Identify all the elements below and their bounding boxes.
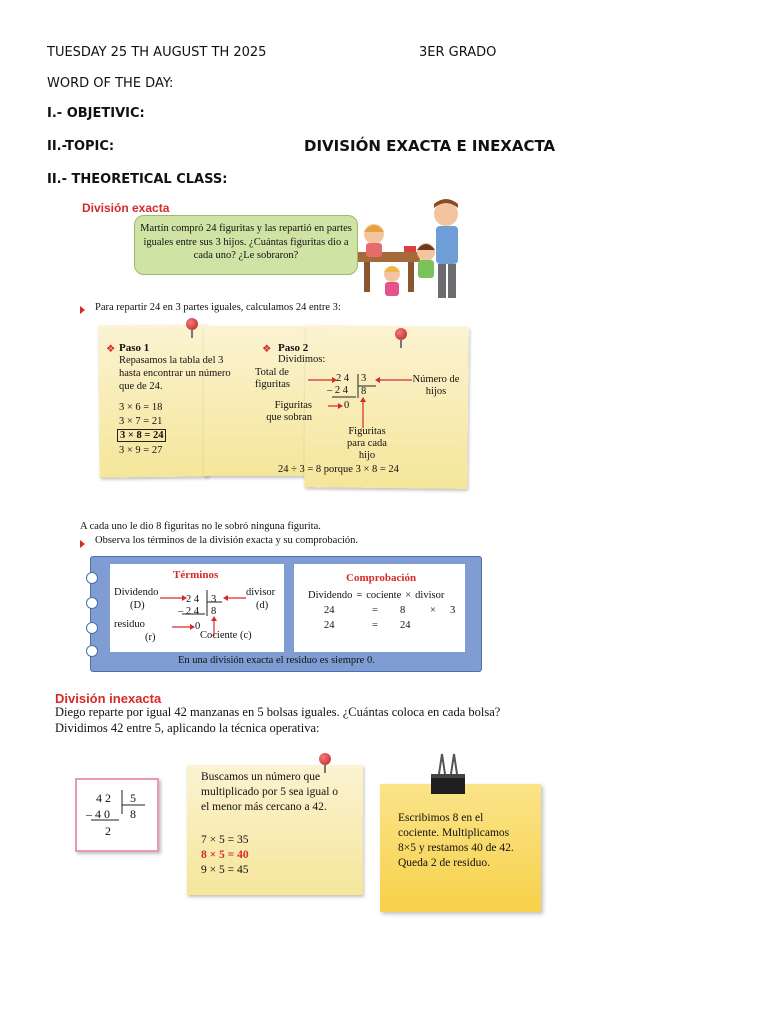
- inexacta-minus: – 4 0: [86, 807, 110, 821]
- comprobacion-cell: ×: [430, 605, 436, 616]
- paso2-divisor: 3: [361, 373, 367, 384]
- total-label: Total de figuritas: [255, 367, 290, 390]
- terms-dividend: 2 4: [186, 594, 200, 605]
- inexacta-line1: Diego reparte por igual 42 manzanas en 5 bolsas iguales. ¿Cuántas coloca en cada bolsa?: [55, 705, 501, 719]
- bullet-icon: [80, 306, 85, 314]
- comprobacion-row: [308, 620, 463, 635]
- terms-arrows: [160, 588, 246, 636]
- note1-row-highlight: 8 × 5 = 40: [201, 849, 249, 861]
- comprobacion-title: Comprobación: [346, 572, 417, 584]
- pushpin-icon: [186, 318, 198, 330]
- inexacta-divisor: 5: [130, 791, 136, 805]
- paso2-bullet-icon: ❖: [262, 344, 272, 355]
- story-bubble: Martín compró 24 figuritas y las repartió en partes iguales entre sus 3 hijos. ¿Cuántas figuritas dio a cada uno? ¿Le sobraron?: [134, 215, 358, 275]
- pushpin-icon: [395, 328, 407, 340]
- comprobacion-cell: 24: [324, 605, 335, 616]
- topic-label: II.-TOPIC:: [47, 139, 115, 154]
- dividendo-label: Dividendo: [114, 587, 159, 598]
- terms-residue: 0: [195, 621, 201, 632]
- comprobacion-row: [308, 590, 463, 605]
- division-intro: Para repartir 24 en 3 partes iguales, calculamos 24 entre 3:: [95, 302, 341, 313]
- binder-ring: [86, 622, 98, 634]
- topic-title: DIVISIÓN EXACTA E INEXACTA: [304, 137, 556, 155]
- comprobacion-cell: 24: [400, 620, 411, 631]
- division-exacta-title: División exacta: [82, 201, 170, 215]
- note1-row: 9 × 5 = 45: [201, 864, 249, 876]
- family-illustration: [350, 198, 476, 306]
- binder-ring: [86, 572, 98, 584]
- paso1-text: Repasamos la tabla del 3 hasta encontrar un número que de 24.: [119, 355, 231, 392]
- divisor-label: divisor: [246, 587, 276, 598]
- paso2-residue: 0: [344, 400, 350, 411]
- comprobacion-cell: 3: [450, 605, 456, 616]
- paso2-subtitle: Dividimos:: [278, 354, 326, 365]
- word-of-day-label: WORD OF THE DAY:: [47, 76, 174, 91]
- paso1-title: Paso 1: [119, 342, 150, 354]
- cada-hijo-label: Figuritas para cada hijo: [347, 426, 387, 461]
- comprobacion-cell: 24: [324, 620, 335, 631]
- terms-footer: En una división exacta el residuo es siempre 0.: [178, 655, 375, 666]
- paso2-title: Paso 2: [278, 342, 309, 354]
- comprobacion-table: [308, 590, 463, 635]
- theoretical-class-label: II.- THEORETICAL CLASS:: [47, 172, 228, 187]
- comprobacion-cell: =: [356, 590, 363, 601]
- paso1-row-highlight: 3 × 8 = 24: [117, 429, 166, 442]
- grade-label: 3ER GRADO: [419, 45, 497, 60]
- objective-label: I.- OBJETIVIC:: [47, 106, 145, 121]
- conclusion-text: A cada uno le dio 8 figuritas no le sobró ninguna figurita.: [80, 521, 321, 532]
- binder-ring: [86, 597, 98, 609]
- comprobacion-row: [308, 605, 463, 620]
- paso2-dividend: 2 4: [336, 373, 350, 384]
- paso1-row: 3 × 9 = 27: [119, 445, 163, 456]
- inexacta-dividend: 4 2: [96, 791, 111, 805]
- binder-ring: [86, 645, 98, 657]
- observe-text: Observa los términos de la división exacta y su comprobación.: [95, 535, 359, 546]
- residuo-label: residuo: [114, 619, 145, 630]
- paso2-minus: – 2 4: [327, 385, 348, 396]
- note1-text: Buscamos un número que multiplicado por 5 sea igual o el menor más cercano a 42.: [201, 771, 339, 813]
- divisor-symbol: (d): [256, 600, 269, 611]
- cociente-label: Cociente (c): [200, 630, 252, 641]
- binder-clip-icon: [430, 752, 466, 800]
- pushpin-icon: [319, 753, 331, 765]
- note1-row: 7 × 5 = 35: [201, 834, 249, 846]
- comprobacion-cell: ×: [405, 590, 412, 601]
- inexacta-residue: 2: [105, 824, 111, 838]
- division-arrows: [308, 370, 412, 428]
- date-line: TUESDAY 25 TH AUGUST TH 2025: [47, 45, 267, 60]
- paso2-result: 24 ÷ 3 = 8 porque 3 × 8 = 24: [278, 464, 399, 475]
- bullet-icon: [80, 540, 85, 548]
- dividendo-symbol: (D): [130, 600, 145, 611]
- comprobacion-cell: =: [372, 605, 378, 616]
- paso2-quotient: 8: [361, 386, 367, 397]
- terms-quotient: 8: [211, 606, 217, 617]
- terminos-title: Términos: [173, 569, 219, 581]
- terms-minus: – 2 4: [178, 606, 199, 617]
- sobran-label: Figuritas que sobran: [266, 400, 312, 423]
- division-inexacta-title: División inexacta: [55, 691, 162, 706]
- comprobacion-cell: cociente: [366, 590, 402, 601]
- paso1-row: 3 × 6 = 18: [119, 402, 163, 413]
- note2-text: Escribimos 8 en el cociente. Multiplicamos 8×5 y restamos 40 de 42. Queda 2 de residuo.: [398, 812, 514, 869]
- residuo-symbol: (r): [145, 632, 156, 643]
- paso1-row: 3 × 7 = 21: [119, 416, 163, 427]
- comprobacion-cell: 8: [400, 605, 406, 616]
- terms-divisor: 3: [211, 594, 217, 605]
- comprobacion-cell: divisor: [415, 590, 445, 601]
- inexacta-quotient: 8: [130, 807, 136, 821]
- hijos-label: Número de hijos: [412, 374, 460, 397]
- comprobacion-cell: Dividendo: [308, 590, 353, 601]
- paso1-bullet-icon: ❖: [106, 344, 116, 355]
- inexacta-line2: Dividimos 42 entre 5, aplicando la técnica operativa:: [55, 721, 320, 735]
- comprobacion-cell: =: [372, 620, 378, 631]
